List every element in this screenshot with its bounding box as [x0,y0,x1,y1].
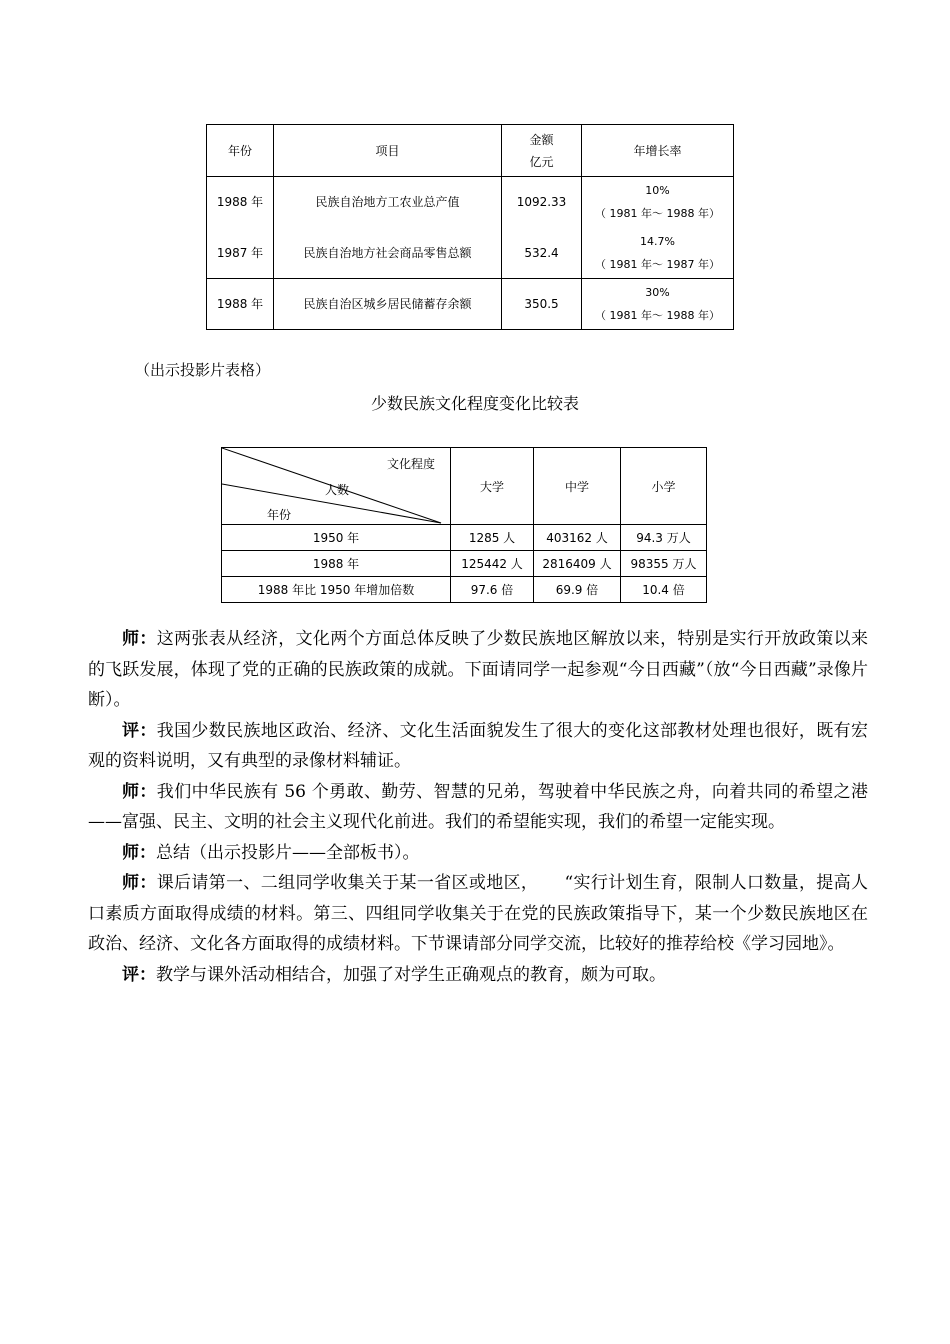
table-row [207,279,734,330]
paragraph [88,716,868,777]
slide-caption: （出示投影片表格） [135,361,271,379]
paragraph [88,624,868,716]
header-rate: 年增长率 [582,125,734,177]
row-rate [582,177,734,228]
cell: 2816409 人 [534,551,621,577]
cell: 1285 人 [451,525,534,551]
paragraph [88,777,868,838]
col-middle: 中学 [534,448,621,525]
diag-label-count: 人数 [325,483,350,497]
header-item: 项目 [274,125,502,177]
speaker-label: 师： [122,873,157,893]
rate-period: （ 1981 年～ 1988 年） [595,207,720,221]
row-item: 民族自治区城乡居民储蓄存余额 [274,279,502,330]
rate-value: 30% [645,286,670,299]
cell: 403162 人 [534,525,621,551]
cell: 98355 万人 [621,551,707,577]
speaker-label: 评： [122,964,156,985]
rate-value: 10% [645,184,670,198]
table-row [207,228,734,279]
rate-period: （ 1981 年～ 1987 年） [595,257,720,271]
speaker-label: 师： [122,629,157,649]
speaker-label: 师： [122,842,156,863]
row-label: 1988 年 [222,551,451,577]
cell: 125442 人 [451,551,534,577]
paragraph-text: 这两张表从经济，文化两个方面总体反映了少数民族地区解放以来，特别是实行开放政策以来的飞跃发展，体现了党的正确的民族政策的成就。下面请同学一起参观“今日西藏”（放“今日西藏”录像片断）。 [88,629,869,710]
row-year: 1987 年 [207,228,274,279]
paragraph-text: 总结（出示投影片——全部板书）。 [156,842,420,863]
row-label: 1988 年比 1950 年增加倍数 [222,577,451,603]
header-amount [502,125,582,177]
rate-period: （ 1981 年～ 1988 年） [595,309,720,322]
paragraph-text: 我国少数民族地区政治、经济、文化生活面貌发生了很大的变化这部教材处理也很好，既有宏观的资料说明，又有典型的录像材料辅证。 [88,720,869,771]
row-year: 1988 年 [207,177,274,228]
table-row [222,551,707,577]
table-row [222,577,707,603]
table-row [222,525,707,551]
row-year: 1988 年 [207,279,274,330]
diag-label-level: 文化程度 [387,457,436,471]
diagonal-header-cell [222,448,451,525]
row-amount: 1092.33 [502,177,582,228]
cell: 10.4 倍 [621,577,707,603]
economy-table [206,124,734,330]
row-item: 民族自治地方社会商品零售总额 [274,228,502,279]
rate-value: 14.7% [640,234,675,248]
paragraph [88,960,868,991]
paragraph-text: 教学与课外活动相结合，加强了对学生正确观点的教育，颇为可取。 [156,964,666,985]
header-amount-unit: 亿元 [529,154,554,169]
row-amount: 350.5 [502,279,582,330]
diag-label-year: 年份 [267,508,292,522]
col-primary: 小学 [621,448,707,525]
paragraph [88,868,868,960]
row-item: 民族自治地方工农业总产值 [274,177,502,228]
paragraph-text: 课后请第一、二组同学收集关于某一省区或地区， “实行计划生育，限制人口数量，提高人口素质方面取得成绩的材料。第三、四组同学收集关于在党的民族政策指导下，某一个少数民族地区在政治、经济、文化各方面取得的成绩材料。下节课请部分同学交流，比较好的推荐给校《学习园地》。 [88,873,869,954]
cell: 69.9 倍 [534,577,621,603]
cell: 94.3 万人 [621,525,707,551]
row-rate [582,228,734,279]
lesson-transcript [88,624,868,990]
row-amount: 532.4 [502,228,582,279]
paragraph [88,838,868,869]
header-year: 年份 [207,125,274,177]
paragraph-text: 我们中华民族有 56 个勇敢、勤劳、智慧的兄弟，驾驶着中华民族之舟，向着共同的希望之港——富强、民主、文明的社会主义现代化前进。我们的希望能实现，我们的希望一定能实现。 [88,781,868,832]
col-university: 大学 [451,448,534,525]
table-row [207,177,734,228]
speaker-label: 师： [122,781,157,802]
row-label: 1950 年 [222,525,451,551]
education-table [221,447,707,603]
speaker-label: 评： [122,720,157,741]
table-title: 少数民族文化程度变化比较表 [370,394,579,413]
row-rate [582,279,734,330]
cell: 97.6 倍 [451,577,534,603]
header-amount-label: 金额 [529,132,554,147]
